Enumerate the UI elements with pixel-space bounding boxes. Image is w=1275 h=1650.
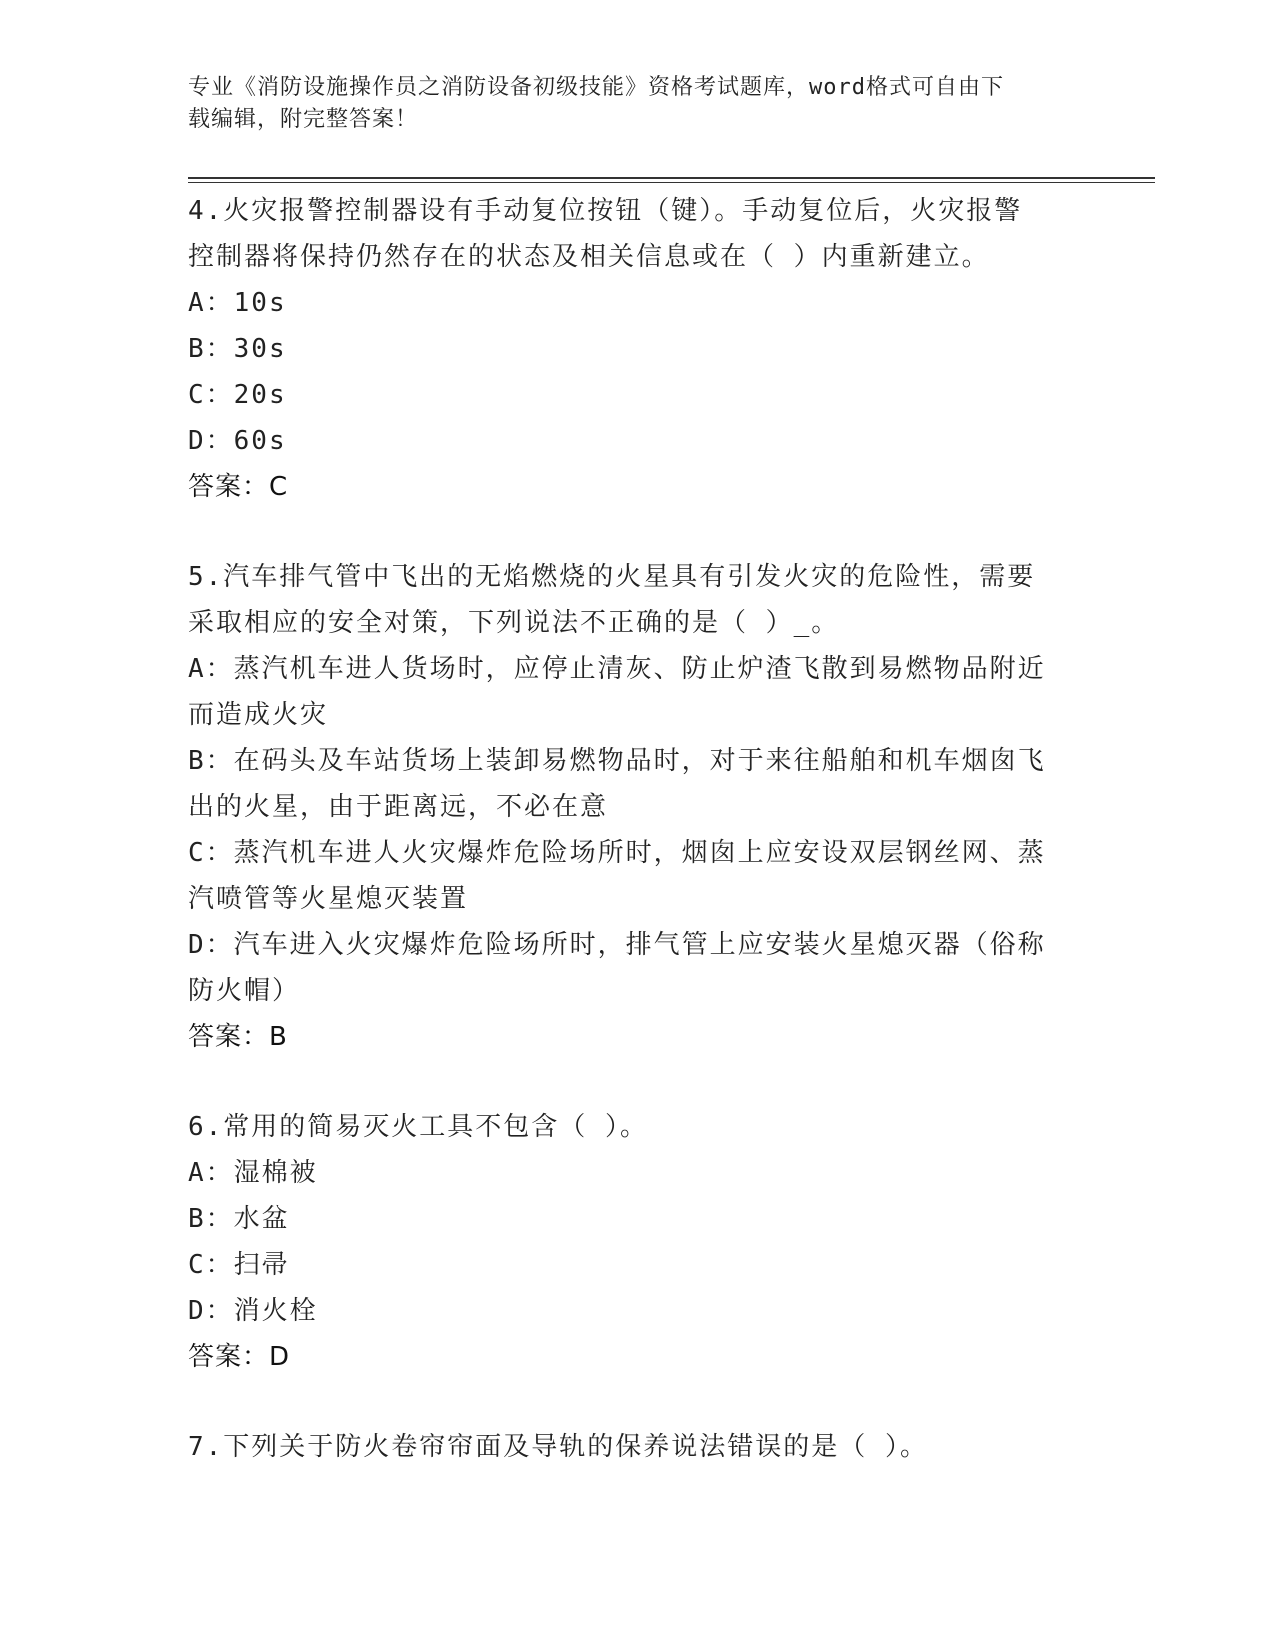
header-divider-thin (188, 182, 1155, 183)
question-stem-line: 4.火灾报警控制器设有手动复位按钮（键）。手动复位后，火灾报警 (188, 196, 1023, 226)
header-note-line-2: 载编辑，附完整答案！ (188, 107, 419, 132)
option-a: A：蒸汽机车进人货场时，应停止清灰、防止炉渣飞散到易燃物品附近 (188, 654, 1046, 684)
option-d: D：消火栓 (188, 1296, 318, 1326)
option-a-cont: 而造成火灾 (188, 700, 329, 730)
option-b: B：30s (188, 334, 287, 364)
option-a: A：10s (188, 288, 287, 318)
question-4 (188, 188, 1088, 510)
option-a: A：湿棉被 (188, 1158, 318, 1188)
option-c: C：扫帚 (188, 1250, 290, 1280)
answer-line: 答案：C (188, 472, 289, 502)
question-7 (188, 1424, 1088, 1470)
question-stem-line: 6.常用的简易灭火工具不包含（ ）。 (188, 1112, 648, 1142)
question-list (188, 188, 1088, 1514)
option-d-cont: 防火帽） (188, 976, 301, 1006)
answer-line: 答案：D (188, 1342, 291, 1372)
option-d: D：60s (188, 426, 287, 456)
header-note (188, 72, 1068, 136)
option-c-cont: 汽喷管等火星熄灭装置 (188, 884, 469, 914)
question-stem-line: 5.汽车排气管中飞出的无焰燃烧的火星具有引发火灾的危险性，需要 (188, 562, 1036, 592)
question-stem-line: 控制器将保持仍然存在的状态及相关信息或在（ ）内重新建立。 (188, 242, 990, 272)
option-c: C：20s (188, 380, 287, 410)
header-note-line-1: 专业《消防设施操作员之消防设备初级技能》资格考试题库，word格式可自由下 (188, 75, 1004, 100)
option-b: B：水盆 (188, 1204, 290, 1234)
option-b: B：在码头及车站货场上装卸易燃物品时，对于来往船舶和机车烟囱飞 (188, 746, 1046, 776)
question-6 (188, 1104, 1088, 1380)
question-stem-line: 7.下列关于防火卷帘帘面及导轨的保养说法错误的是（ ）。 (188, 1432, 928, 1462)
header-divider-thick (188, 177, 1155, 179)
option-d: D：汽车进入火灾爆炸危险场所时，排气管上应安装火星熄灭器（俗称 (188, 930, 1046, 960)
option-c: C：蒸汽机车进人火灾爆炸危险场所时，烟囱上应安设双层钢丝网、蒸 (188, 838, 1046, 868)
question-5 (188, 554, 1088, 1060)
question-stem-line: 采取相应的安全对策，下列说法不正确的是（ ）_。 (188, 608, 840, 638)
option-b-cont: 出的火星，由于距离远，不必在意 (188, 792, 609, 822)
answer-line: 答案：B (188, 1022, 288, 1052)
